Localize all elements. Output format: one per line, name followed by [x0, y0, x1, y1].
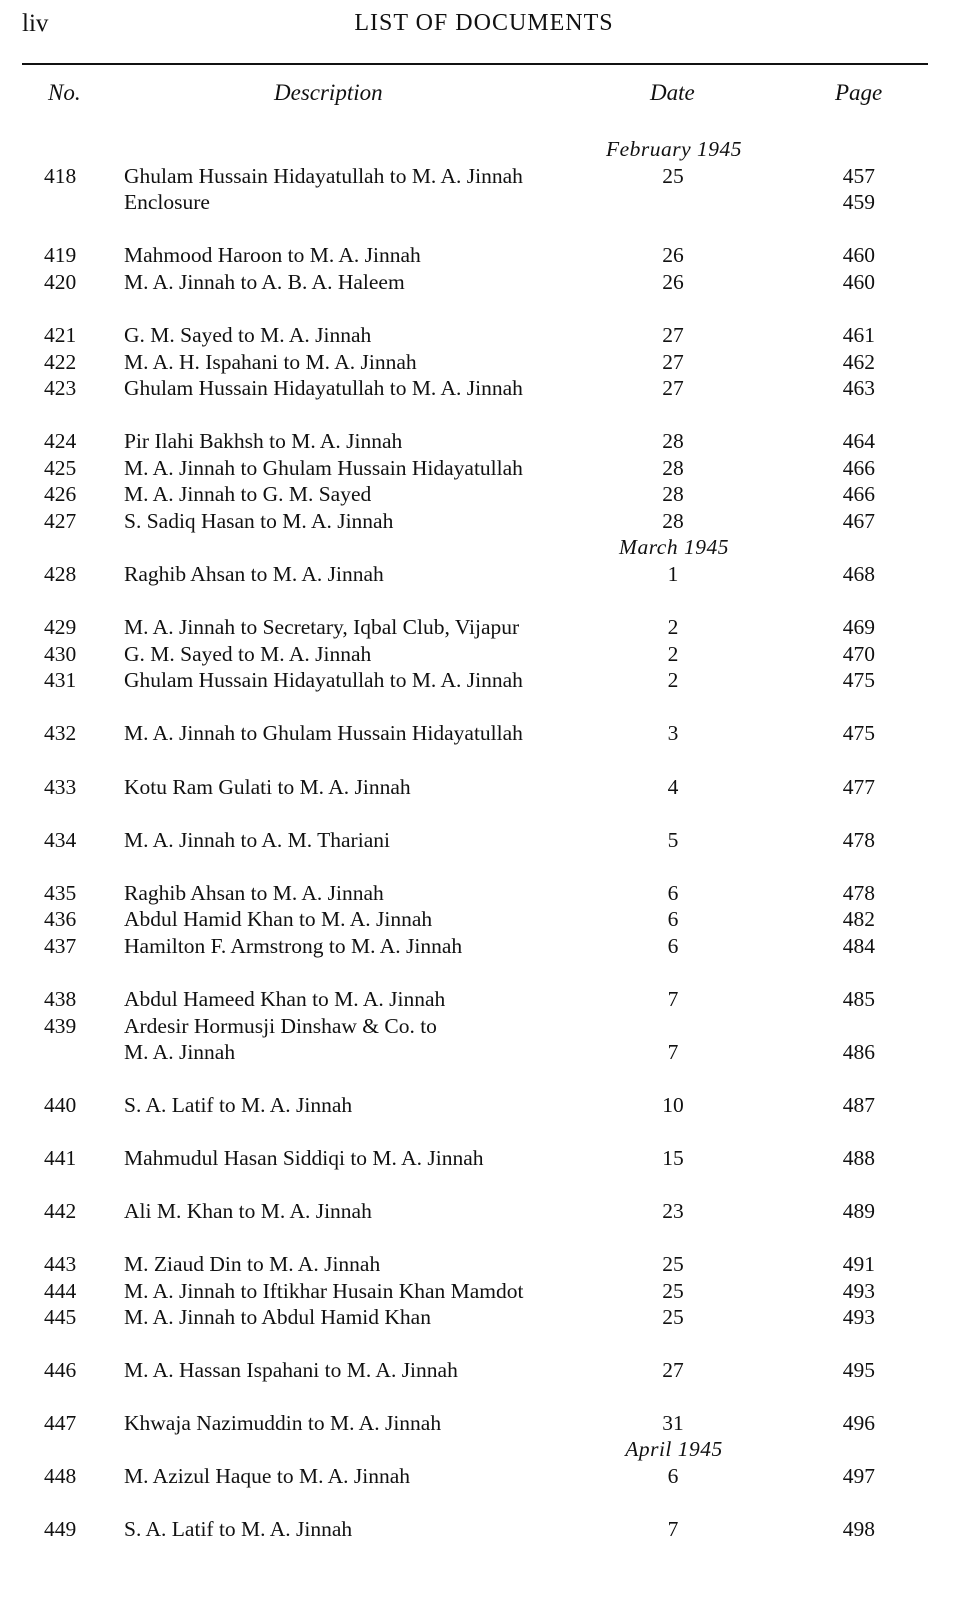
entry-description: Ghulam Hussain Hidayatullah to M. A. Jinnah — [124, 668, 523, 692]
entry-date: 23 — [662, 1199, 684, 1223]
entry-page: 491 — [842, 1252, 875, 1276]
entry-page: 496 — [842, 1411, 875, 1435]
entry-page: 457 — [842, 164, 875, 188]
entry-no: 441 — [44, 1146, 77, 1170]
entry-page: 486 — [842, 1040, 875, 1064]
list-item — [0, 163, 968, 189]
list-item — [0, 774, 968, 800]
entry-page: 463 — [842, 376, 875, 400]
entry-description: M. A. Jinnah to Ghulam Hussain Hidayatullah — [124, 721, 523, 745]
list-item — [0, 455, 968, 481]
entry-no: 440 — [44, 1093, 77, 1117]
entry-no: 446 — [44, 1358, 77, 1382]
entry-description: Enclosure — [124, 190, 210, 214]
entry-date: 3 — [667, 721, 679, 745]
entry-no: 427 — [44, 509, 77, 533]
entry-description: Raghib Ahsan to M. A. Jinnah — [124, 562, 384, 586]
list-item — [0, 322, 968, 348]
entry-no: 444 — [44, 1279, 77, 1303]
entry-page: 482 — [842, 907, 875, 931]
entry-no: 421 — [44, 323, 77, 347]
list-item — [0, 508, 968, 534]
entry-page: 459 — [842, 190, 875, 214]
entry-no: 418 — [44, 164, 77, 188]
entry-page: 475 — [842, 721, 875, 745]
entry-no: 448 — [44, 1464, 77, 1488]
entry-no: 442 — [44, 1199, 77, 1223]
entry-no: 449 — [44, 1517, 77, 1541]
entry-page: 469 — [842, 615, 875, 639]
list-item — [0, 269, 968, 295]
entry-date: 28 — [662, 509, 684, 533]
column-header-date: Date — [650, 80, 695, 105]
entry-description: M. A. Hassan Ispahani to M. A. Jinnah — [124, 1358, 458, 1382]
list-item — [0, 1516, 968, 1542]
entry-date: 4 — [667, 775, 679, 799]
entry-date: 2 — [667, 615, 679, 639]
entry-description: Ardesir Hormusji Dinshaw & Co. to — [124, 1014, 437, 1038]
entry-date: 2 — [667, 668, 679, 692]
entry-page: 495 — [842, 1358, 875, 1382]
entry-description: M. Ziaud Din to M. A. Jinnah — [124, 1252, 381, 1276]
running-head-title: LIST OF DOCUMENTS — [354, 10, 614, 36]
entry-page: 460 — [842, 243, 875, 267]
entry-no: 423 — [44, 376, 77, 400]
entry-description: Abdul Hameed Khan to M. A. Jinnah — [124, 987, 446, 1011]
entry-description: Pir Ilahi Bakhsh to M. A. Jinnah — [124, 429, 403, 453]
entry-date: 28 — [662, 429, 684, 453]
list-item — [0, 242, 968, 268]
entry-page: 466 — [842, 482, 875, 506]
list-item — [0, 614, 968, 640]
entry-date: 25 — [662, 164, 684, 188]
entry-no: 419 — [44, 243, 77, 267]
entry-page: 484 — [842, 934, 875, 958]
entry-no: 433 — [44, 775, 77, 799]
entry-page: 470 — [842, 642, 875, 666]
list-item — [0, 1039, 968, 1065]
list-item — [0, 986, 968, 1012]
entry-description: S. A. Latif to M. A. Jinnah — [124, 1093, 353, 1117]
entry-no: 437 — [44, 934, 77, 958]
list-item — [0, 1463, 968, 1489]
list-item — [0, 428, 968, 454]
entry-page: 478 — [842, 881, 875, 905]
entry-date: 26 — [662, 243, 684, 267]
entry-description: M. A. Jinnah to A. M. Thariani — [124, 828, 390, 852]
header-rule — [22, 63, 928, 65]
entry-page: 464 — [842, 429, 875, 453]
entry-description: Mahmudul Hasan Siddiqi to M. A. Jinnah — [124, 1146, 484, 1170]
entry-no: 430 — [44, 642, 77, 666]
entry-date: 2 — [667, 642, 679, 666]
entry-date: 7 — [667, 987, 679, 1011]
entry-no: 429 — [44, 615, 77, 639]
entry-no: 425 — [44, 456, 77, 480]
entry-page: 485 — [842, 987, 875, 1011]
entry-description: Raghib Ahsan to M. A. Jinnah — [124, 881, 384, 905]
entry-date: 31 — [662, 1411, 684, 1435]
entry-description: Ghulam Hussain Hidayatullah to M. A. Jinnah — [124, 164, 523, 188]
entry-description: G. M. Sayed to M. A. Jinnah — [124, 642, 372, 666]
entry-date: 7 — [667, 1040, 679, 1064]
month-heading-march: March 1945 — [619, 535, 729, 559]
entry-date: 25 — [662, 1279, 684, 1303]
entry-date: 28 — [662, 482, 684, 506]
entry-date: 15 — [662, 1146, 684, 1170]
entry-description: Kotu Ram Gulati to M. A. Jinnah — [124, 775, 411, 799]
entry-date: 25 — [662, 1252, 684, 1276]
entry-description: M. A. Jinnah — [124, 1040, 236, 1064]
entry-page: 493 — [842, 1305, 875, 1329]
list-item — [0, 933, 968, 959]
list-item — [0, 1092, 968, 1118]
list-item — [0, 561, 968, 587]
entry-date: 25 — [662, 1305, 684, 1329]
entry-page: 466 — [842, 456, 875, 480]
entry-date: 6 — [667, 934, 679, 958]
entry-page: 460 — [842, 270, 875, 294]
entry-page: 461 — [842, 323, 875, 347]
entry-description: M. A. Jinnah to Ghulam Hussain Hidayatullah — [124, 456, 523, 480]
entry-description: M. A. Jinnah to G. M. Sayed — [124, 482, 372, 506]
entry-description: Ghulam Hussain Hidayatullah to M. A. Jinnah — [124, 376, 523, 400]
entry-no: 431 — [44, 668, 77, 692]
entry-description: M. A. Jinnah to Abdul Hamid Khan — [124, 1305, 431, 1329]
entry-description: M. A. Jinnah to A. B. A. Haleem — [124, 270, 405, 294]
entry-description: S. A. Latif to M. A. Jinnah — [124, 1517, 353, 1541]
entry-description: Abdul Hamid Khan to M. A. Jinnah — [124, 907, 433, 931]
entry-page: 477 — [842, 775, 875, 799]
entry-no: 432 — [44, 721, 77, 745]
entry-date: 7 — [667, 1517, 679, 1541]
entry-no: 439 — [44, 1014, 77, 1038]
column-header-no: No. — [48, 80, 81, 105]
list-item — [0, 667, 968, 693]
entry-page: 478 — [842, 828, 875, 852]
list-item — [0, 720, 968, 746]
entry-page: 497 — [842, 1464, 875, 1488]
entry-date: 5 — [667, 828, 679, 852]
entry-description: S. Sadiq Hasan to M. A. Jinnah — [124, 509, 394, 533]
entry-page: 462 — [842, 350, 875, 374]
entry-no: 428 — [44, 562, 77, 586]
list-item — [0, 641, 968, 667]
entry-no: 445 — [44, 1305, 77, 1329]
list-item — [0, 1198, 968, 1224]
entry-date: 6 — [667, 1464, 679, 1488]
list-item — [0, 189, 968, 215]
list-item — [0, 1251, 968, 1277]
entry-date: 28 — [662, 456, 684, 480]
list-item — [0, 1145, 968, 1171]
column-header-description: Description — [274, 80, 383, 105]
entry-page: 468 — [842, 562, 875, 586]
list-item — [0, 1357, 968, 1383]
list-item — [0, 827, 968, 853]
entry-no: 447 — [44, 1411, 77, 1435]
list-item — [0, 880, 968, 906]
page-number: liv — [22, 10, 49, 37]
entry-description: Ali M. Khan to M. A. Jinnah — [124, 1199, 372, 1223]
entry-no: 424 — [44, 429, 77, 453]
entry-date: 27 — [662, 1358, 684, 1382]
list-item — [0, 481, 968, 507]
list-item — [0, 1278, 968, 1304]
entry-date: 26 — [662, 270, 684, 294]
list-item — [0, 349, 968, 375]
list-item — [0, 1013, 968, 1039]
entry-no: 426 — [44, 482, 77, 506]
entry-no: 434 — [44, 828, 77, 852]
entry-date: 6 — [667, 881, 679, 905]
entry-date: 1 — [667, 562, 679, 586]
entry-date: 27 — [662, 350, 684, 374]
entry-date: 6 — [667, 907, 679, 931]
list-item — [0, 375, 968, 401]
entry-page: 498 — [842, 1517, 875, 1541]
entry-no: 420 — [44, 270, 77, 294]
entry-no: 438 — [44, 987, 77, 1011]
entry-page: 487 — [842, 1093, 875, 1117]
entry-date: 27 — [662, 376, 684, 400]
entry-description: M. A. Jinnah to Secretary, Iqbal Club, Vijapur — [124, 615, 520, 639]
entry-date: 27 — [662, 323, 684, 347]
entry-page: 493 — [842, 1279, 875, 1303]
column-header-page: Page — [835, 80, 883, 105]
entry-page: 489 — [842, 1199, 875, 1223]
month-heading-april: April 1945 — [625, 1437, 723, 1461]
entry-description: G. M. Sayed to M. A. Jinnah — [124, 323, 372, 347]
entry-page: 475 — [842, 668, 875, 692]
entry-no: 443 — [44, 1252, 77, 1276]
entry-page: 488 — [842, 1146, 875, 1170]
month-heading-february: February 1945 — [605, 137, 743, 161]
entry-description: Khwaja Nazimuddin to M. A. Jinnah — [124, 1411, 442, 1435]
entry-no: 436 — [44, 907, 77, 931]
list-item — [0, 906, 968, 932]
entry-description: Mahmood Haroon to M. A. Jinnah — [124, 243, 421, 267]
entry-description: M. A. H. Ispahani to M. A. Jinnah — [124, 350, 417, 374]
entry-description: M. A. Jinnah to Iftikhar Husain Khan Mamdot — [124, 1279, 524, 1303]
entry-date: 10 — [662, 1093, 684, 1117]
list-item — [0, 1304, 968, 1330]
entry-description: M. Azizul Haque to M. A. Jinnah — [124, 1464, 411, 1488]
entry-page: 467 — [842, 509, 875, 533]
entry-no: 435 — [44, 881, 77, 905]
list-item — [0, 1410, 968, 1436]
entry-no: 422 — [44, 350, 77, 374]
entry-description: Hamilton F. Armstrong to M. A. Jinnah — [124, 934, 463, 958]
